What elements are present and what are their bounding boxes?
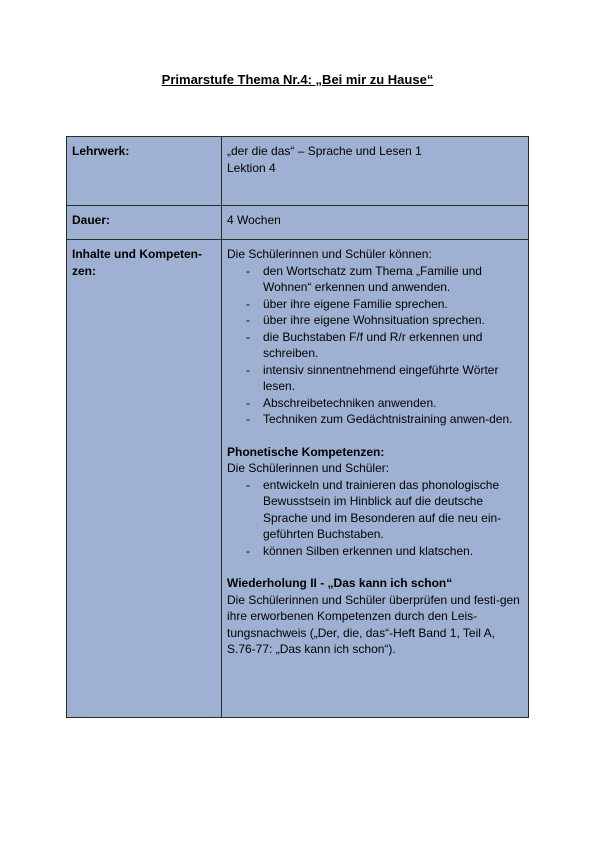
list-item: - können Silben erkennen und klatschen. — [263, 543, 522, 560]
lehrwerk-value — [222, 137, 529, 206]
inhalte-label — [67, 240, 222, 718]
inhalte-label-line1: Inhalte und Kompeten- — [72, 247, 202, 261]
spacer — [227, 559, 522, 575]
spacer — [227, 428, 522, 444]
list-item: - intensiv sinnentnehmend eingeführte Wörter lesen. — [263, 362, 522, 395]
lehrwerk-lesson: Lektion 4 — [227, 160, 276, 175]
lehrwerk-label: Lehrwerk: — [67, 137, 222, 206]
list-item: - Abschreibetechniken anwenden. — [263, 395, 522, 412]
table-row-inhalte — [67, 240, 529, 718]
list-item: - die Buchstaben F/f und R/r erkennen und schreiben. — [263, 329, 522, 362]
review-heading: Wiederholung II - „Das kann ich schon“ — [227, 576, 453, 590]
lesson-plan-table — [66, 136, 529, 718]
page-title: Primarstufe Thema Nr.4: „Bei mir zu Hause“ — [161, 72, 434, 87]
table-row-lehrwerk — [67, 137, 529, 206]
inhalte-label-line2: zen: — [72, 263, 96, 278]
review-text: Die Schülerinnen und Schüler überprüfen und festi-gen ihre erworbenen Kompetenzen durch den Leis-tungsnachweis („Der, die, das“-Heft Band 1, Teil A, S.76-77: „Das kann ich schon“). — [227, 592, 520, 656]
phonetic-list — [227, 477, 522, 560]
list-item: - über ihre eigene Familie sprechen. — [263, 296, 522, 313]
list-item: - entwickeln und trainieren das phonologische Bewusstsein im Hinblick auf die deutsche Sprache und im Besonderen auf die neu ein-geführten Buchstaben. — [263, 477, 522, 543]
inhalte-content — [222, 240, 529, 718]
list-item: - den Wortschatz zum Thema „Familie und Wohnen“ erkennen und anwenden. — [263, 263, 522, 296]
lehrwerk-title: „der die das“ – Sprache und Lesen 1 — [227, 144, 422, 158]
phonetic-intro: Die Schülerinnen und Schüler: — [227, 461, 390, 475]
phonetic-heading: Phonetische Kompetenzen: — [227, 444, 385, 459]
dauer-label: Dauer: — [67, 206, 222, 240]
list-item: - über ihre eigene Wohnsituation sprechen. — [263, 312, 522, 329]
list-item: - Techniken zum Gedächtnistraining anwen-den. — [263, 411, 522, 428]
dauer-value: 4 Wochen — [222, 206, 529, 240]
competence-list — [227, 263, 522, 428]
competence-intro: Die Schülerinnen und Schüler können: — [227, 247, 432, 261]
table-row-dauer — [67, 206, 529, 240]
